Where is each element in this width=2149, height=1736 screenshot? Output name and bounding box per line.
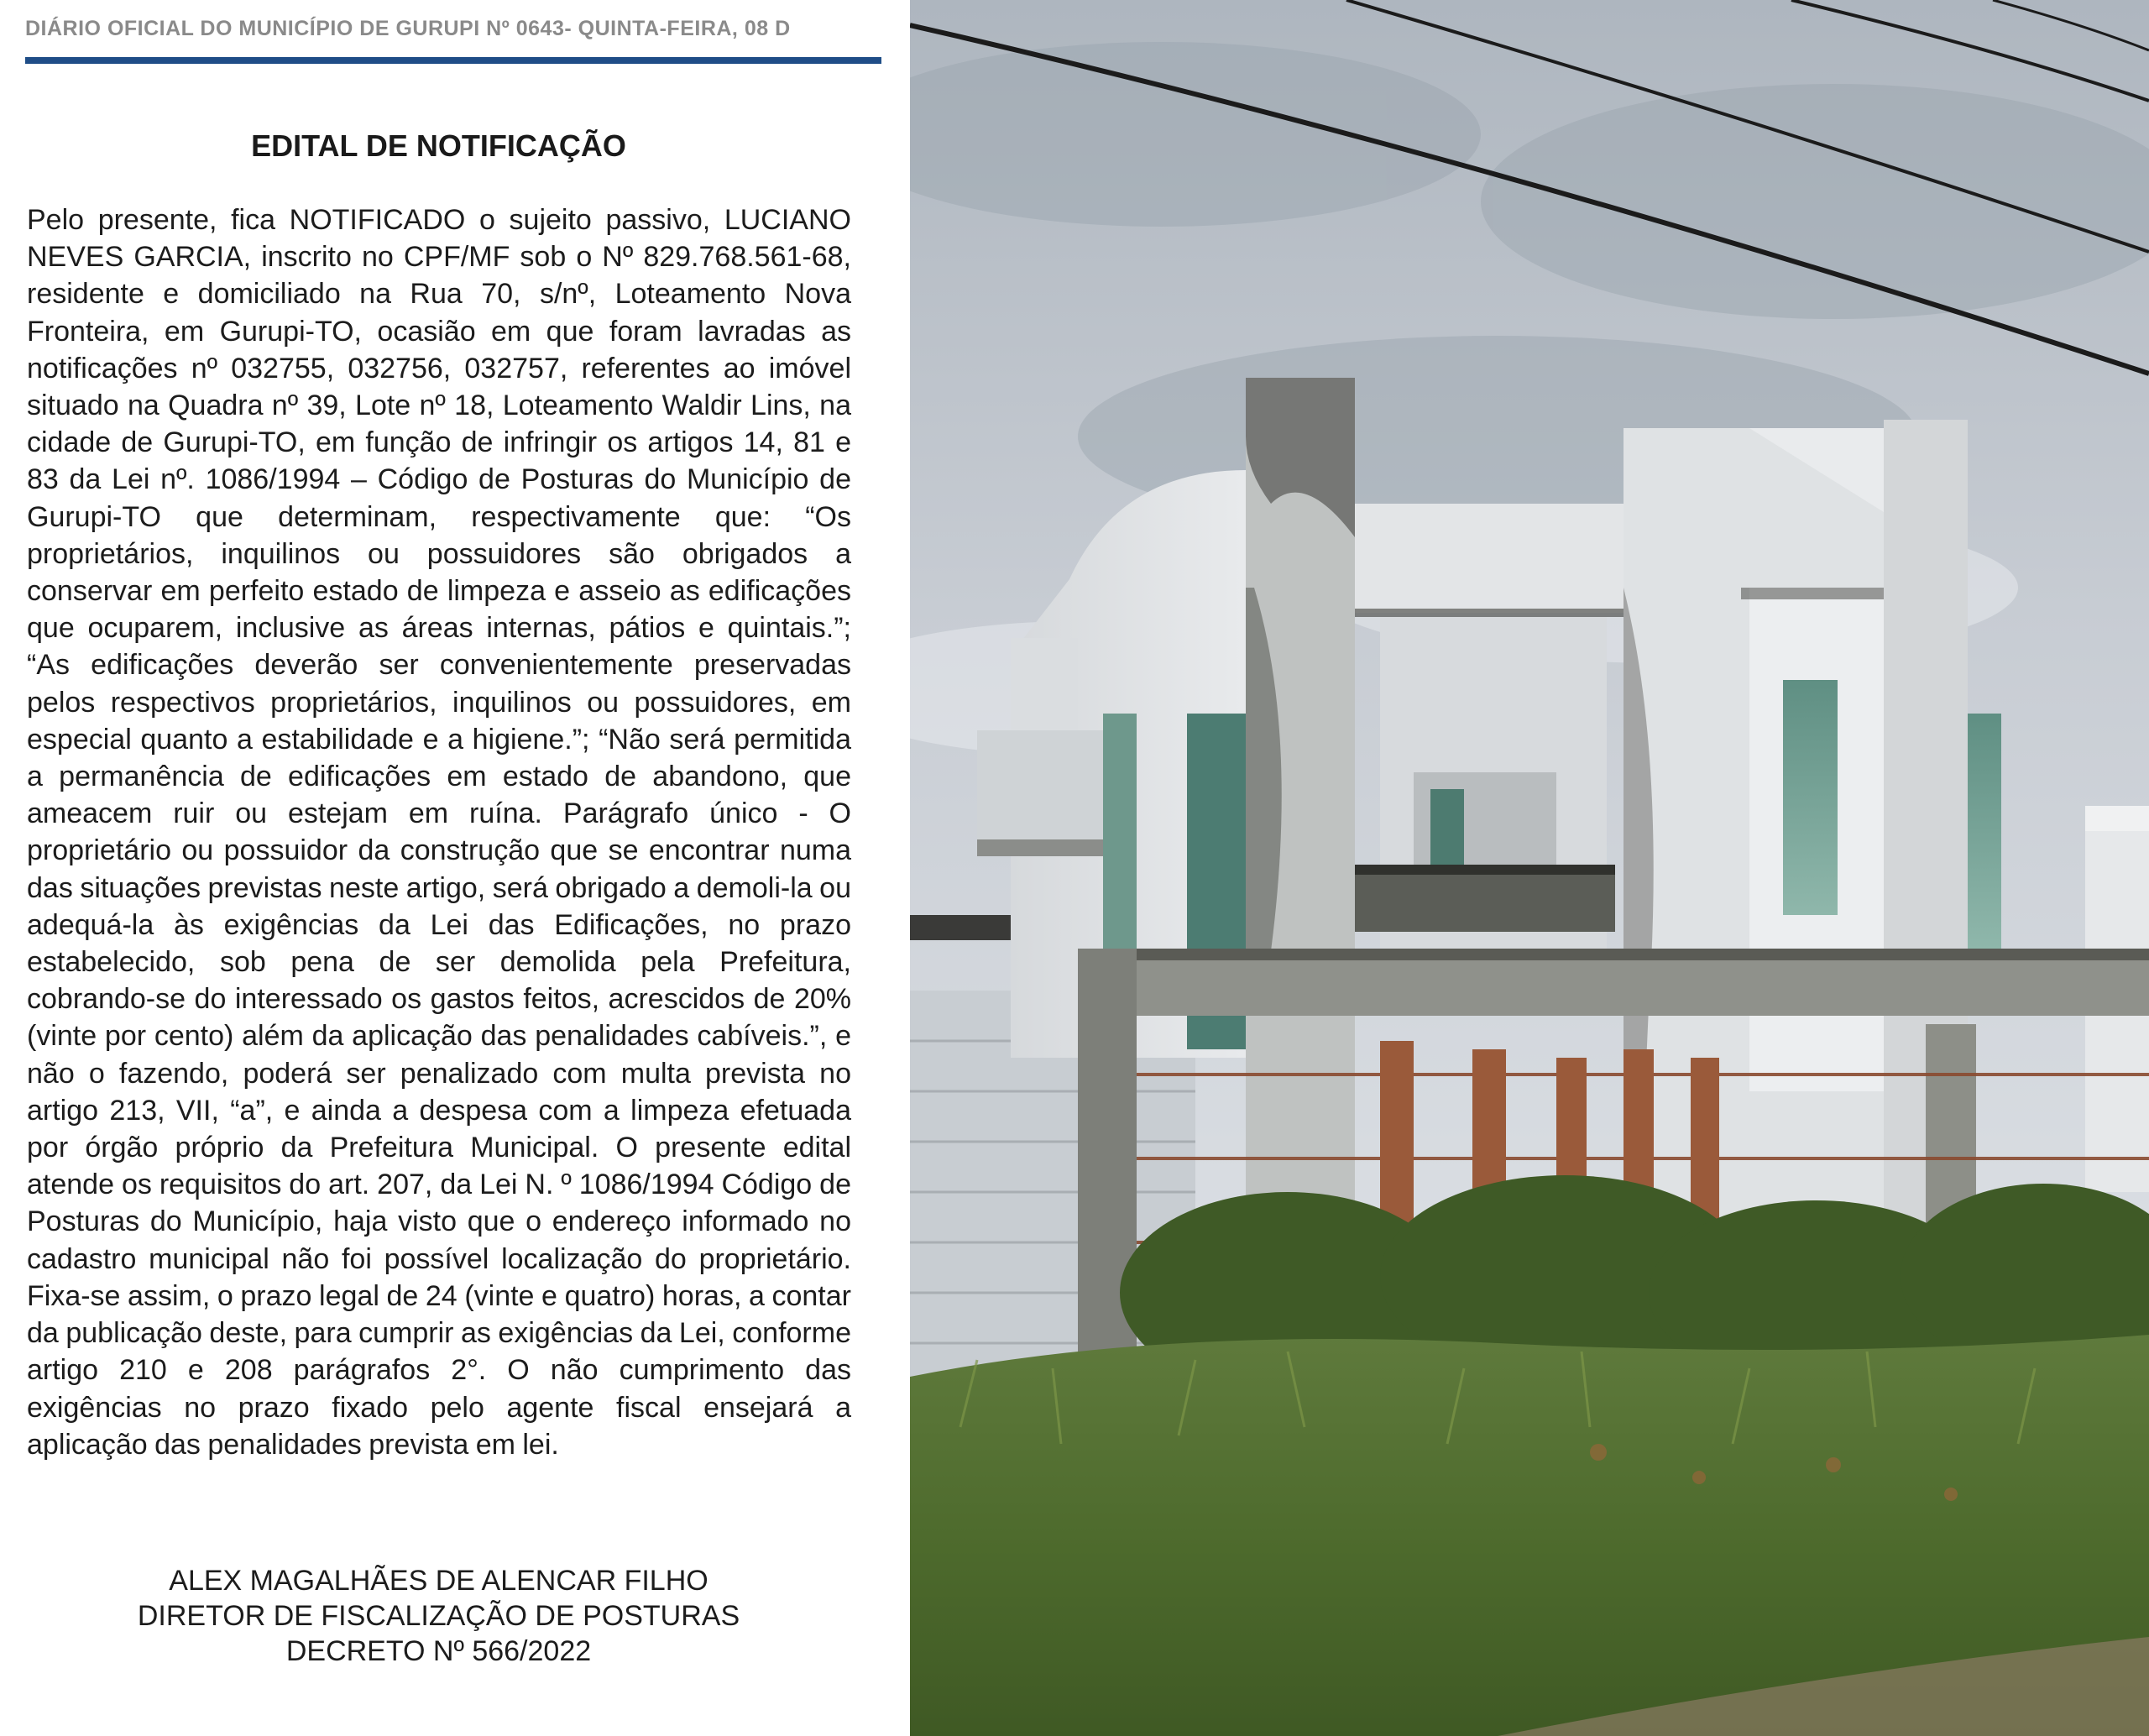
newspaper-clipping	[0, 0, 907, 1736]
photo-illustration	[910, 0, 2149, 1736]
signatory-role: DIRETOR DE FISCALIZAÇÃO DE POSTURAS	[137, 1600, 740, 1632]
notice-title: EDITAL DE NOTIFICAÇÃO	[251, 128, 626, 163]
signatory-name: ALEX MAGALHÃES DE ALENCAR FILHO	[169, 1565, 708, 1597]
masthead: DIÁRIO OFICIAL DO MUNICÍPIO DE GURUPI Nº 0643- QUINTA-FEIRA, 08 D	[25, 17, 791, 40]
masthead-rule	[25, 57, 881, 64]
signature-block	[25, 1563, 852, 1669]
notice-body: Pelo presente, fica NOTIFICADO o sujeito passivo, LUCIANO NEVES GARCIA, inscrito no CPF/MF sob o Nº 829.768.561-68, residente e domiciliado na Rua 70, s/nº, Loteamento Nova Fronteira, em Gurupi-TO, ocasião em que foram lavradas as notificações nº 032755, 032756, 032757, referentes ao imóvel situado na Quadra nº 39, Lote nº 18, Loteamento Waldir Lins, na cidade de Gurupi-TO, em função de infringir os artigos 14, 81 e 83 da Lei nº. 1086/1994 – Código de Posturas do Município de Gurupi-TO que determinam, respectivamente que: “Os proprietários, inquilinos ou possuidores são obrigados a conservar em perfeito estado de limpeza e asseio as edificações que ocuparem, inclusive as áreas internas, pátios e quintais.”; “As edificações deverão ser convenientemente preservadas pelos respectivos proprietários, inquilinos ou possuidores, em especial quanto a estabilidade e a higiene.”; “Não será permitida a permanência de edificações em estado de abandono, que ameacem ruir ou estejam em ruína. Parágrafo único - O proprietário ou possuidor da construção que se encontrar numa das situações previstas neste artigo, será obrigado a demoli-la ou adequá-la às exigências da Lei das Edificações, no prazo estabelecido, sob pena de ser demolida pela Prefeitura, cobrando-se do interessado os gastos feitos, acrescidos de 20% (vinte por cento) além da aplicação das penalidades cabíveis.”, e não o fazendo, poderá ser penalizado com multa prevista no artigo 213, VII, “a”, e ainda a despesa com a limpeza efetuada por órgão próprio da Prefeitura Municipal. O presente edital atende os requisitos do art. 207, da Lei N. º 1086/1994 Código de Posturas do Município, haja visto que o endereço informado no cadastro municipal não foi possível localização do proprietário. Fixa-se assim, o prazo legal de 24 (vinte e quatro) horas, a contar da publicação deste, para cumprir as exigências da Lei, conforme artigo 210 e 208 parágrafos 2°. O não cumprimento das exigências no prazo fixado pelo agente fiscal ensejará a aplicação das penalidades prevista em lei.	[27, 204, 851, 1461]
abandoned-house-photo	[910, 0, 2149, 1736]
signatory-decree: DECRETO Nº 566/2022	[285, 1635, 592, 1667]
